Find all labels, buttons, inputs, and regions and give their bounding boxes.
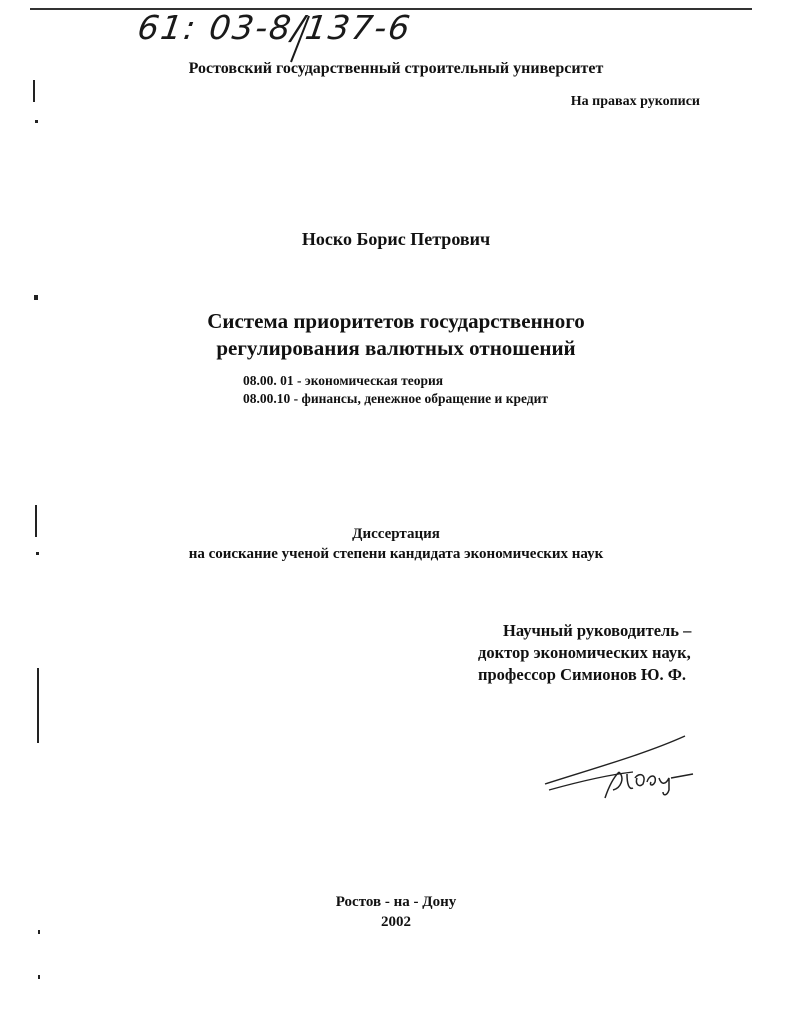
advisor-line-3: профессор Симионов Ю. Ф. [478, 665, 686, 684]
author-signature [535, 728, 705, 808]
advisor-line-2: доктор экономических наук, [478, 643, 691, 662]
dissertation-title-line-1: Система приоритетов государственного [207, 309, 585, 333]
author-name: Носко Борис Петрович [301, 229, 491, 249]
document-type: Диссертация [352, 526, 440, 542]
city: Ростов - на - Дону [335, 894, 457, 910]
degree-line: на соискание ученой степени кандидата экономических наук [188, 546, 604, 562]
dissertation-title-line-2: регулирования валютных отношений [216, 336, 576, 360]
scan-margin-mark [37, 668, 39, 743]
specialty-2: 08.00.10 - финансы, денежное обращение и кредит [243, 391, 549, 406]
scan-margin-mark [38, 930, 40, 934]
archive-code: 61: 03-8/137-6 [135, 8, 415, 47]
rights-note: На правах рукописи [570, 94, 700, 109]
year: 2002 [381, 914, 411, 930]
university-name: Ростовский государственный строительный университет [188, 60, 604, 77]
advisor-line-1: Научный руководитель – [503, 621, 692, 640]
archive-code-stroke [285, 14, 315, 64]
scan-margin-mark [35, 120, 38, 123]
scan-margin-mark [36, 552, 39, 555]
scan-margin-mark [38, 975, 40, 979]
scan-margin-mark [33, 80, 35, 102]
scan-margin-mark [35, 505, 37, 537]
scan-margin-mark [34, 295, 38, 300]
specialty-1: 08.00. 01 - экономическая теория [243, 373, 444, 388]
